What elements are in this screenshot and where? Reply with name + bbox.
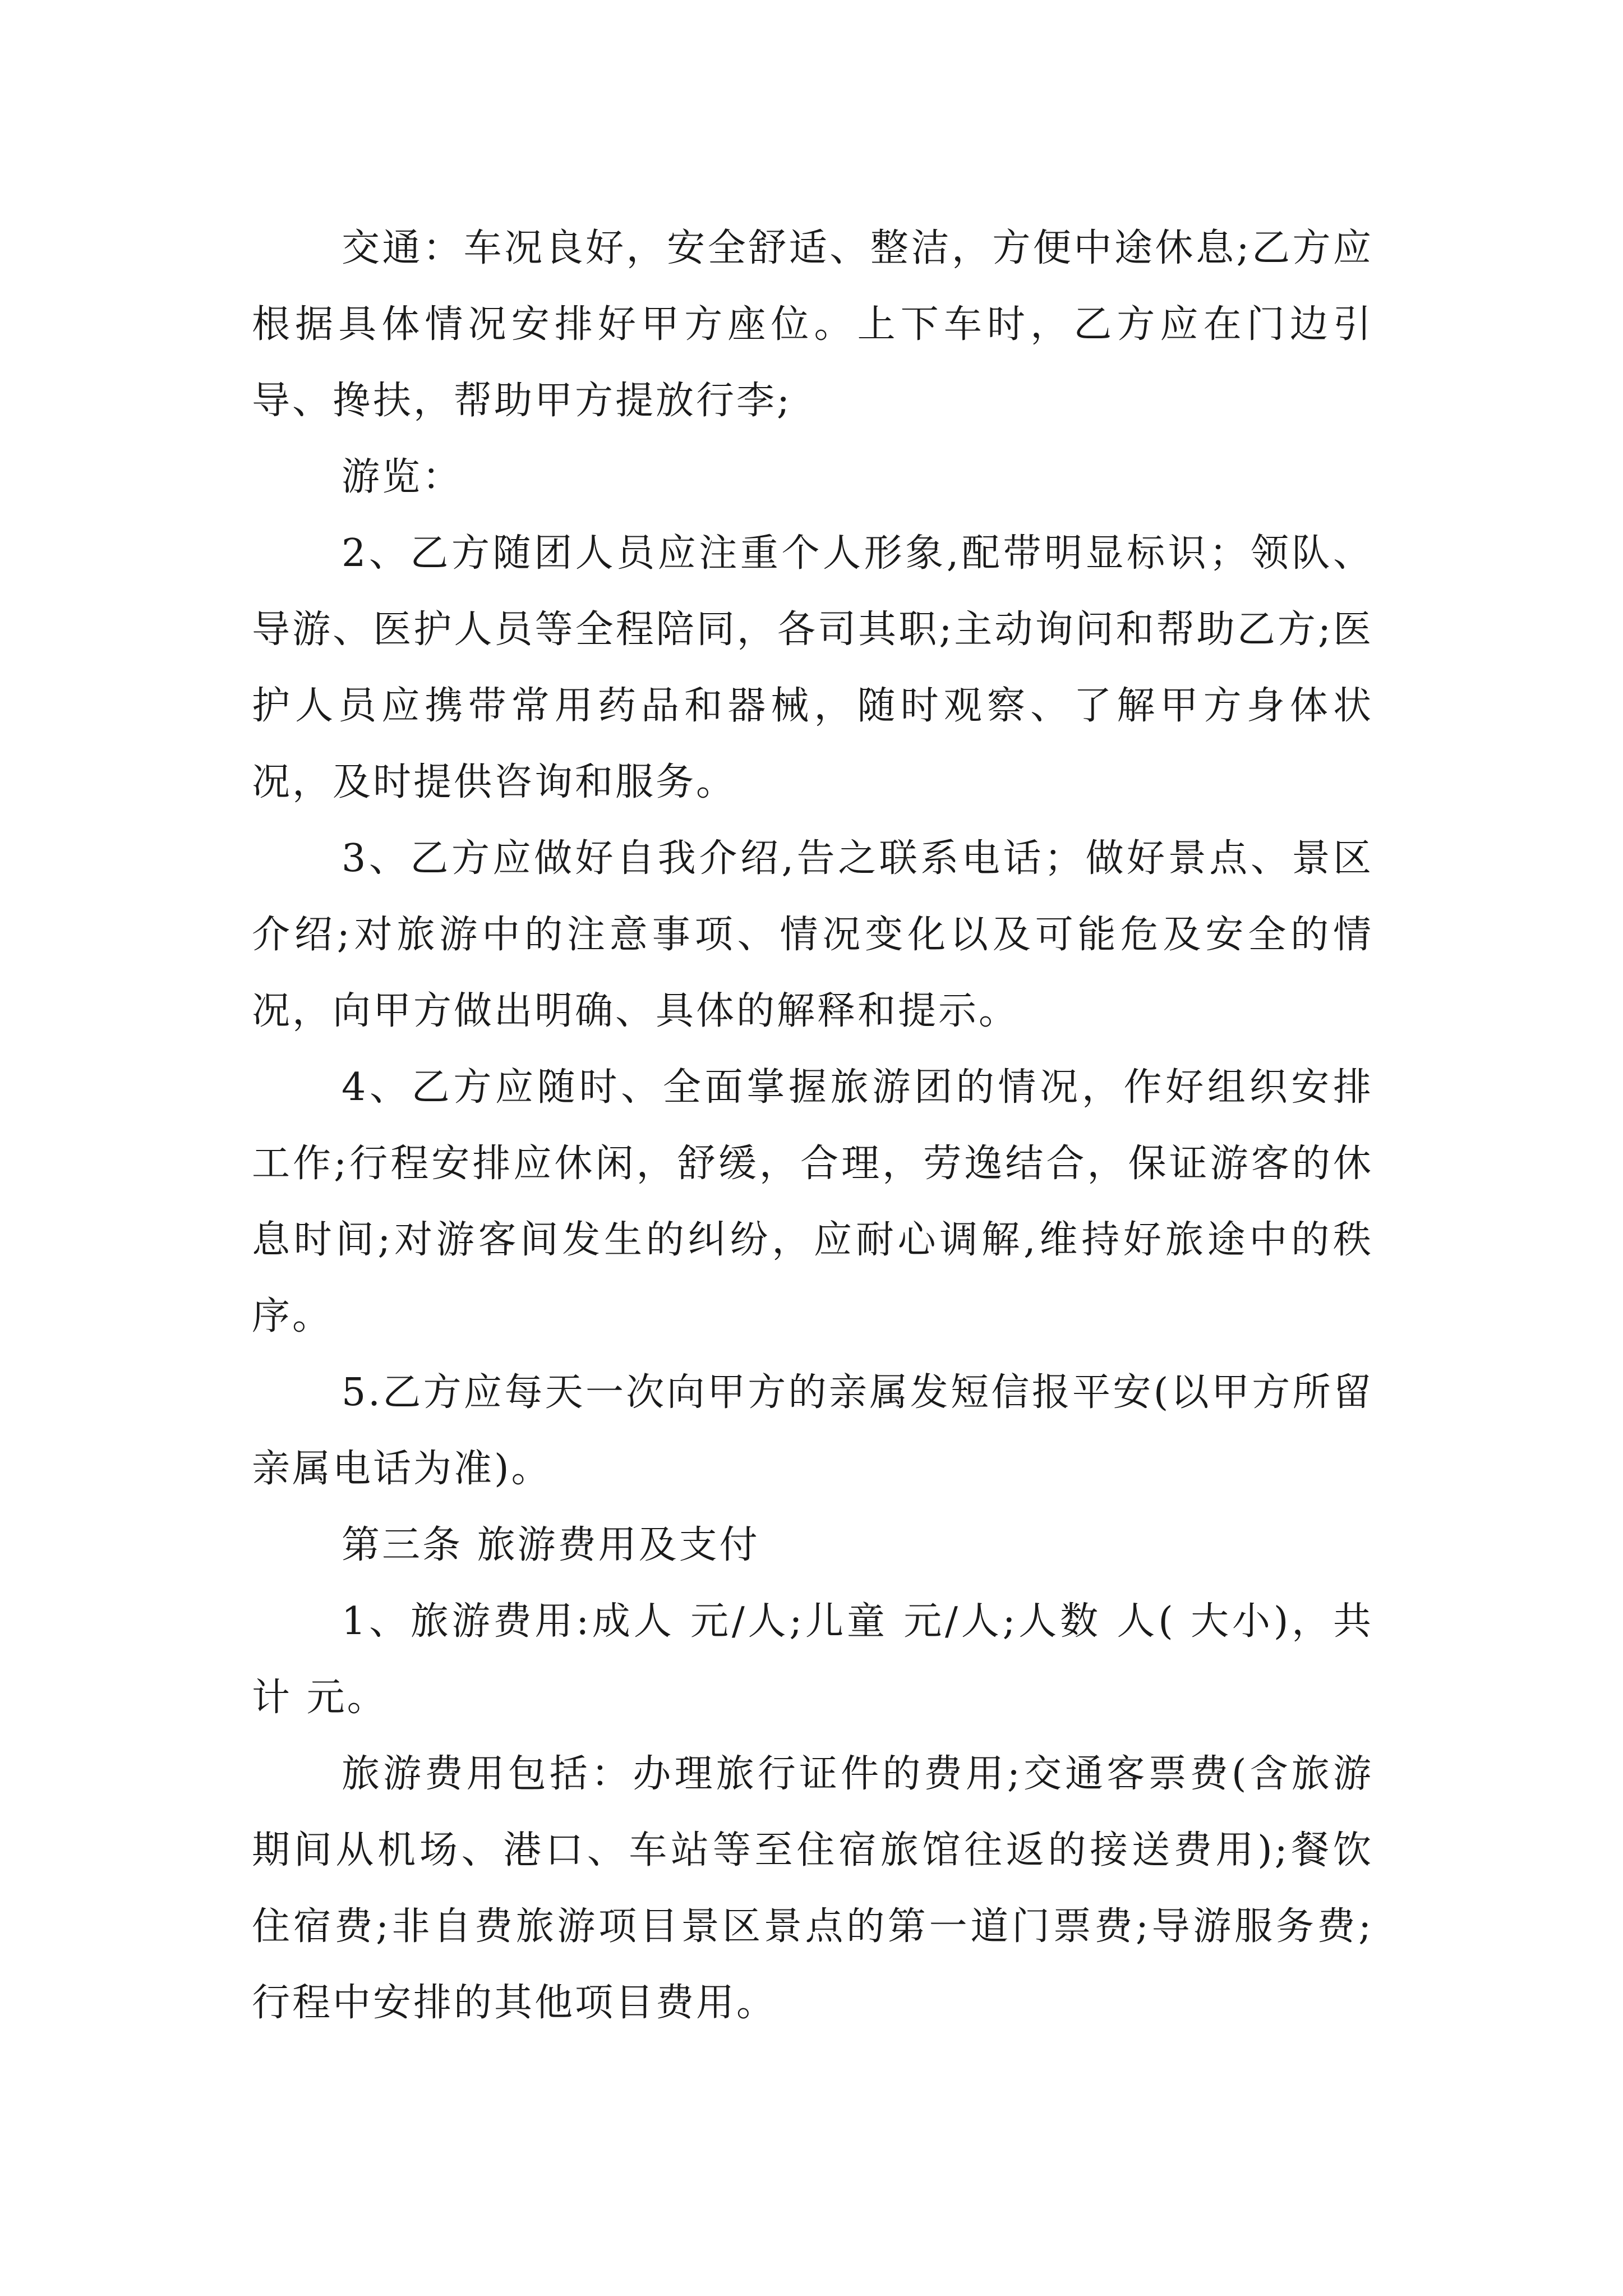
document-body <box>252 210 1373 2041</box>
paragraph-fee-item-1: 1、旅游费用:成人 元/人;儿童 元/人;人数 人( 大小)，共计 元。 <box>252 1599 1373 1720</box>
paragraph-sightseeing-heading: 游览： <box>342 455 463 499</box>
paragraph-item-4: 4、乙方应随时、全面掌握旅游团的情况，作好组织安排工作;行程安排应休闲，舒缓，合理，劳逸结合，保证游客的休息时间;对游客间发生的纠纷，应耐心调解,维持好旅途中的秩序。 <box>252 1065 1373 1338</box>
article-3-heading: 第三条 旅游费用及支付 <box>342 1523 760 1567</box>
paragraph-item-3: 3、乙方应做好自我介绍,告之联系电话；做好景点、景区介绍;对旅游中的注意事项、情况变化以及可能危及安全的情况，向甲方做出明确、具体的解释和提示。 <box>252 836 1373 1033</box>
paragraph-fee-includes: 旅游费用包括：办理旅行证件的费用;交通客票费(含旅游期间从机场、港口、车站等至住宿旅馆往返的接送费用);餐饮住宿费;非自费旅游项目景区景点的第一道门票费;导游服务费;行程中安排的其他项目费用。 <box>252 1752 1373 2025</box>
paragraph-item-5: 5.乙方应每天一次向甲方的亲属发短信报平安(以甲方所留亲属电话为准)。 <box>252 1370 1373 1491</box>
paragraph-item-2: 2、乙方随团人员应注重个人形象,配带明显标识；领队、导游、医护人员等全程陪同，各司其职;主动询问和帮助乙方;医护人员应携带常用药品和器械，随时观察、了解甲方身体状况，及时提供咨询和服务。 <box>252 531 1373 804</box>
paragraph-transport: 交通：车况良好，安全舒适、整洁，方便中途休息;乙方应根据具体情况安排好甲方座位。上下车时，乙方应在门边引导、搀扶，帮助甲方提放行李; <box>252 226 1373 423</box>
